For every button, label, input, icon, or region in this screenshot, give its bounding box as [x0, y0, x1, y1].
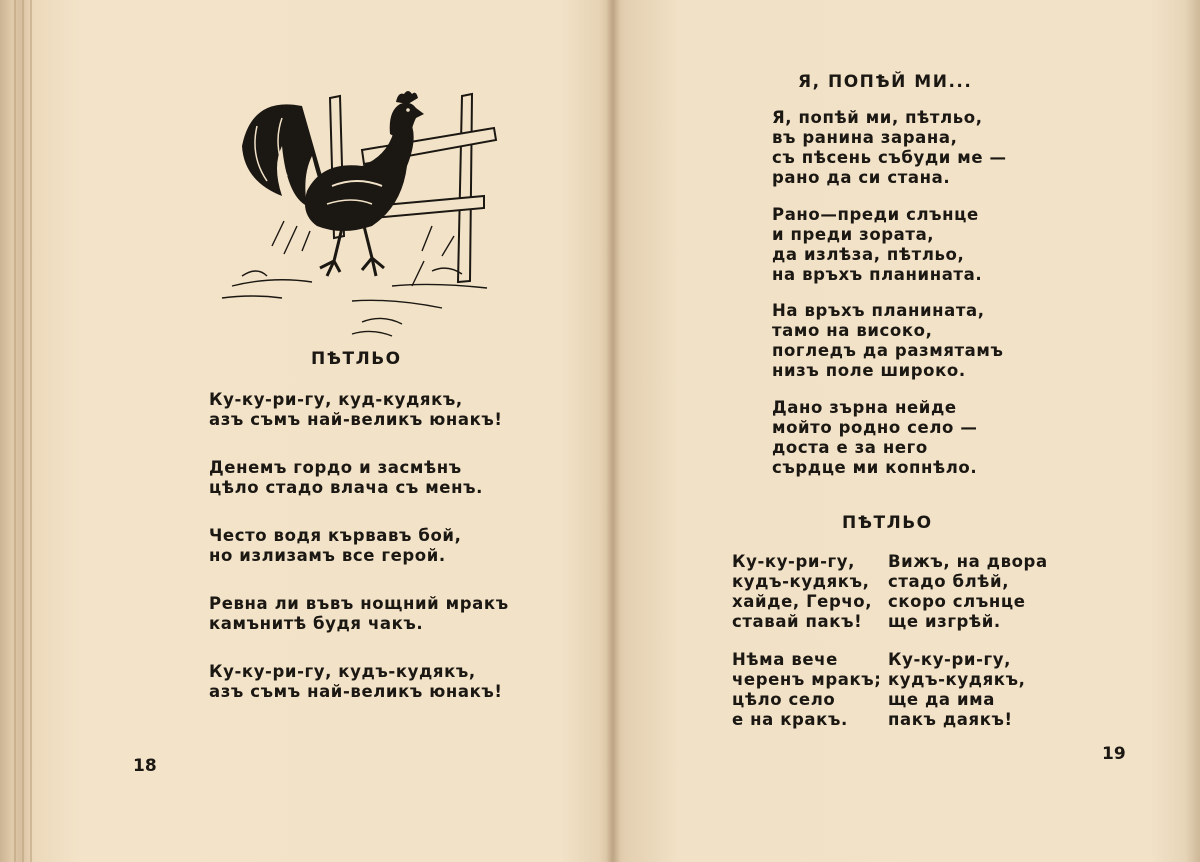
verse-line: да излѣза, пѣтльо,	[772, 245, 965, 264]
verse-line: Нѣма вече	[732, 650, 838, 669]
page-number: 19	[1102, 744, 1126, 764]
stanza	[772, 301, 1004, 381]
verse-line: и преди зората,	[772, 225, 935, 244]
page-number: 18	[133, 756, 157, 776]
verse-line: стадо блѣй,	[888, 572, 1010, 591]
page-edge	[30, 0, 32, 862]
verse-line: кудъ-кудякъ,	[888, 670, 1026, 689]
verse-line: Ку-ку-ри-гу, кудъ-кудякъ,	[209, 662, 476, 681]
verse-line: черенъ мракъ;	[732, 670, 882, 689]
verse-line: кудъ-кудякъ,	[732, 572, 870, 591]
stanza	[888, 650, 1025, 730]
verse-line: на връхъ планината.	[772, 265, 983, 284]
verse-line: ставай пакъ!	[732, 612, 863, 631]
verse-line: пакъ даякъ!	[888, 710, 1013, 729]
verse-line: е на кракъ.	[732, 710, 848, 729]
verse-line: ще да има	[888, 690, 995, 709]
verse-line: доста е за него	[772, 438, 928, 457]
left-page	[40, 0, 606, 862]
verse-line: ще изгрѣй.	[888, 612, 1001, 631]
verse-line: азъ съмъ най-великъ юнакъ!	[209, 410, 503, 429]
poem-title: ПѢТЛЬО	[842, 513, 933, 533]
verse-line: хайде, Герчо,	[732, 592, 873, 611]
verse-line: Рано—преди слънце	[772, 205, 979, 224]
stanza	[209, 594, 509, 634]
verse-line: рано да си стана.	[772, 168, 951, 187]
verse-line: цѣло стадо влача съ менъ.	[209, 478, 483, 497]
verse-line: Ревна ли въвъ нощний мракъ	[209, 594, 509, 613]
page-edge	[22, 0, 24, 862]
stanza	[772, 398, 977, 478]
page-edge	[14, 0, 16, 862]
stanza	[209, 390, 503, 430]
verse-line: На връхъ планината,	[772, 301, 985, 320]
poem-title: Я, ПОПѢЙ МИ...	[798, 72, 973, 92]
stanza	[888, 552, 1048, 632]
stanza	[772, 205, 982, 285]
verse-line: съ пѣсень събуди ме —	[772, 148, 1007, 167]
verse-line: цѣло село	[732, 690, 836, 709]
verse-line: сърдце ми копнѣло.	[772, 458, 978, 477]
stanza	[732, 552, 872, 632]
verse-line: низъ поле широко.	[772, 361, 966, 380]
verse-line: скоро слънце	[888, 592, 1026, 611]
verse-line: камънитѣ будя чакъ.	[209, 614, 424, 633]
verse-line: въ ранина зарана,	[772, 128, 958, 147]
verse-line: погледъ да размятамъ	[772, 341, 1004, 360]
verse-line: Ку-ку-ри-гу,	[732, 552, 855, 571]
verse-line: Ку-ку-ри-гу,	[888, 650, 1011, 669]
verse-line: Често водя кървавъ бой,	[209, 526, 462, 545]
stanza	[209, 458, 483, 498]
stanza	[209, 526, 461, 566]
verse-line: тамо на високо,	[772, 321, 933, 340]
verse-line: азъ съмъ най-великъ юнакъ!	[209, 682, 503, 701]
right-page	[620, 0, 1180, 862]
verse-line: Дано зърна нейде	[772, 398, 957, 417]
stanza	[209, 662, 503, 702]
stanza	[772, 108, 1007, 188]
verse-line: Вижъ, на двора	[888, 552, 1048, 571]
verse-line: но излизамъ все герой.	[209, 546, 446, 565]
stanza	[732, 650, 882, 730]
verse-line: Денемъ гордо и засмѣнъ	[209, 458, 462, 477]
verse-line: Я, попѣй ми, пѣтльо,	[772, 108, 983, 127]
rooster-illustration	[212, 86, 502, 344]
verse-line: Ку-ку-ри-гу, куд-кудякъ,	[209, 390, 463, 409]
poem-title: ПѢТЛЬО	[311, 349, 402, 369]
book-gutter	[606, 0, 620, 862]
verse-line: мойто родно село —	[772, 418, 978, 437]
